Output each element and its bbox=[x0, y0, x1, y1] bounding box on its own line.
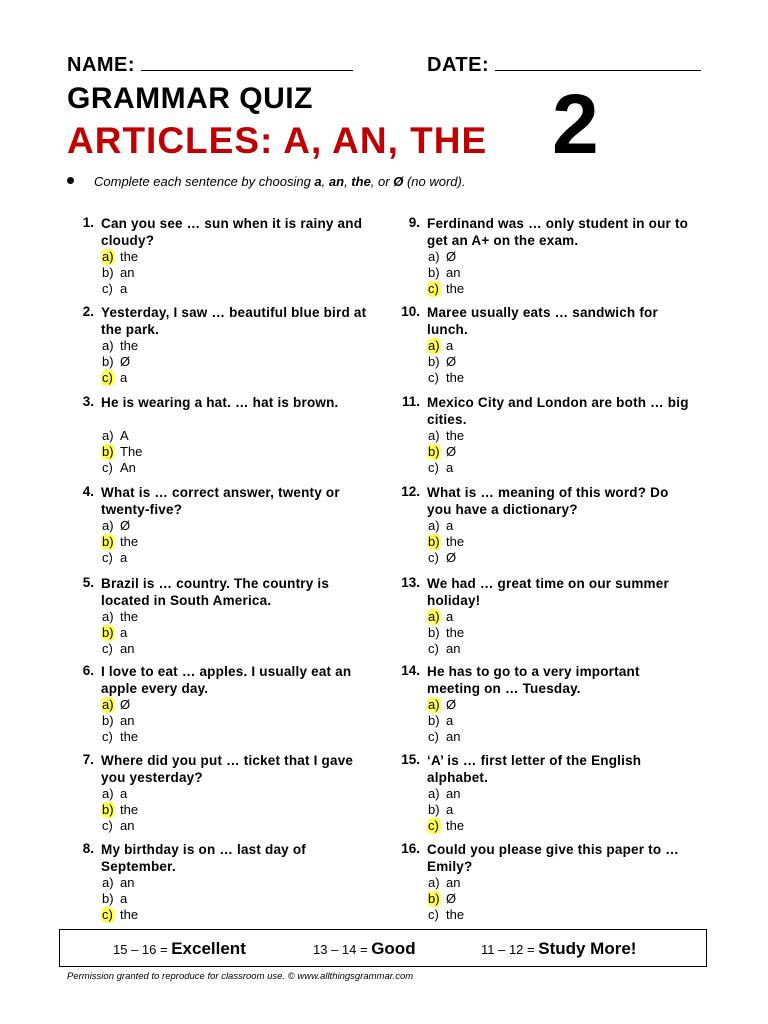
option-letter: b) bbox=[428, 534, 440, 549]
option-text: the bbox=[446, 534, 465, 549]
option-letter: b) bbox=[428, 625, 440, 640]
option-letter: a) bbox=[428, 249, 440, 264]
answer-option[interactable] bbox=[101, 609, 138, 625]
question-number: 13. bbox=[401, 575, 420, 590]
option-letter: c) bbox=[102, 460, 113, 475]
option-text: a bbox=[120, 550, 128, 565]
option-text: Ø bbox=[120, 518, 131, 533]
question-item bbox=[396, 575, 696, 659]
option-text: The bbox=[120, 444, 143, 459]
option-text: the bbox=[446, 818, 465, 833]
question-number: 6. bbox=[82, 663, 94, 678]
instruction-a: a bbox=[314, 174, 322, 189]
answer-option[interactable] bbox=[101, 281, 138, 297]
question-text: My birthday is on … last day of September. bbox=[101, 842, 306, 874]
question-text: Brazil is … country. The country is located in South America. bbox=[101, 576, 330, 608]
answer-options bbox=[101, 518, 138, 566]
question-item bbox=[396, 304, 696, 388]
option-text: a bbox=[446, 609, 454, 624]
option-letter: a) bbox=[102, 428, 114, 443]
answer-options bbox=[101, 249, 138, 297]
question-number: 14. bbox=[401, 663, 420, 678]
option-text: an bbox=[446, 875, 461, 890]
question-text: Could you please give this paper to … Emily? bbox=[427, 842, 679, 874]
option-letter: c) bbox=[101, 370, 115, 386]
option-text: the bbox=[120, 729, 139, 744]
option-text: Ø bbox=[120, 354, 131, 369]
name-blank-line[interactable] bbox=[141, 52, 353, 71]
question-item bbox=[70, 215, 370, 299]
answer-option[interactable] bbox=[427, 641, 464, 657]
option-text: Ø bbox=[446, 697, 457, 712]
answer-option[interactable] bbox=[101, 338, 138, 354]
answer-option[interactable] bbox=[427, 370, 464, 386]
answer-option[interactable] bbox=[101, 818, 138, 834]
option-text: a bbox=[120, 370, 128, 385]
option-text: an bbox=[120, 265, 135, 280]
answer-options bbox=[427, 786, 464, 834]
option-text: an bbox=[120, 818, 135, 833]
answer-option[interactable] bbox=[101, 802, 138, 818]
answer-options bbox=[101, 697, 138, 745]
option-text: the bbox=[446, 281, 465, 296]
quiz-number: 2 bbox=[552, 77, 599, 171]
answer-options bbox=[101, 875, 138, 923]
question-item bbox=[70, 304, 370, 388]
answer-option[interactable] bbox=[427, 818, 464, 834]
option-letter: a) bbox=[428, 875, 440, 890]
option-text: a bbox=[446, 713, 454, 728]
option-text: an bbox=[446, 786, 461, 801]
question-number: 4. bbox=[82, 484, 94, 499]
option-letter: b) bbox=[102, 802, 114, 817]
option-letter: b) bbox=[102, 713, 114, 728]
question-text: He is wearing a hat. … hat is brown. bbox=[101, 395, 339, 410]
option-letter: c) bbox=[102, 818, 113, 833]
option-letter: b) bbox=[428, 265, 440, 280]
option-letter: b) bbox=[102, 444, 114, 459]
answer-option[interactable] bbox=[101, 370, 138, 386]
instruction-an: an bbox=[328, 174, 345, 189]
option-text: a bbox=[120, 891, 128, 906]
answer-options bbox=[427, 338, 464, 386]
option-letter: c) bbox=[428, 907, 439, 922]
answer-option[interactable] bbox=[101, 249, 138, 265]
answer-option[interactable] bbox=[101, 550, 138, 566]
question-number: 5. bbox=[82, 575, 94, 590]
option-letter: b) bbox=[102, 891, 114, 906]
question-item bbox=[70, 663, 370, 747]
option-letter: a) bbox=[428, 428, 440, 443]
score-study-more bbox=[481, 939, 636, 959]
option-text: a bbox=[446, 518, 454, 533]
answer-options bbox=[101, 428, 142, 476]
question-number: 15. bbox=[401, 752, 420, 767]
answer-option[interactable] bbox=[427, 625, 464, 641]
question-number: 8. bbox=[82, 841, 94, 856]
option-text: a bbox=[446, 802, 454, 817]
question-item bbox=[396, 215, 696, 299]
question-text: Can you see … sun when it is rainy and cloudy? bbox=[101, 216, 363, 248]
quiz-subtitle: ARTICLES: A, AN, THE bbox=[67, 120, 488, 161]
option-letter: b) bbox=[428, 713, 440, 728]
answer-option[interactable] bbox=[101, 444, 142, 460]
option-letter: c) bbox=[102, 281, 113, 296]
option-text: an bbox=[120, 875, 135, 890]
score-range: 13 – 14 = bbox=[313, 942, 372, 957]
option-text: Ø bbox=[446, 354, 457, 369]
option-letter: c) bbox=[102, 550, 113, 565]
question-number: 3. bbox=[82, 394, 94, 409]
question-number: 2. bbox=[82, 304, 94, 319]
option-letter: c) bbox=[102, 729, 113, 744]
option-letter: c) bbox=[102, 641, 113, 656]
instruction-the: the bbox=[351, 174, 371, 189]
question-item bbox=[70, 484, 370, 568]
question-number: 7. bbox=[82, 752, 94, 767]
quiz-title: GRAMMAR QUIZ bbox=[67, 82, 313, 115]
date-field bbox=[427, 52, 701, 77]
name-field bbox=[67, 52, 353, 77]
option-text: an bbox=[120, 713, 135, 728]
score-excellent bbox=[113, 939, 246, 959]
score-word: Excellent bbox=[171, 939, 246, 958]
answer-option[interactable] bbox=[427, 802, 464, 818]
option-text: Ø bbox=[446, 891, 457, 906]
question-text: Yesterday, I saw … beautiful blue bird at the park. bbox=[101, 305, 367, 337]
instruction-part2: (no word). bbox=[403, 174, 466, 189]
question-item bbox=[70, 752, 370, 836]
option-letter: b) bbox=[428, 354, 440, 369]
option-text: Ø bbox=[446, 249, 457, 264]
option-text: a bbox=[120, 625, 128, 640]
question-item bbox=[396, 394, 696, 478]
answer-option[interactable] bbox=[427, 338, 464, 354]
answer-option[interactable] bbox=[101, 907, 138, 923]
question-text: Maree usually eats … sandwich for lunch. bbox=[427, 305, 658, 337]
answer-option[interactable] bbox=[101, 729, 138, 745]
option-text: Ø bbox=[446, 550, 457, 565]
option-letter: c) bbox=[428, 370, 439, 385]
question-number: 10. bbox=[401, 304, 420, 319]
option-letter: a) bbox=[428, 518, 440, 533]
answer-option[interactable] bbox=[101, 265, 138, 281]
answer-option[interactable] bbox=[427, 875, 464, 891]
question-item bbox=[396, 841, 696, 925]
score-word: Study More! bbox=[538, 939, 637, 958]
answer-option[interactable] bbox=[101, 428, 142, 444]
question-text: Where did you put … ticket that I gave you yesterday? bbox=[101, 753, 354, 785]
score-word: Good bbox=[371, 939, 416, 958]
question-item bbox=[396, 663, 696, 747]
option-letter: c) bbox=[428, 460, 439, 475]
answer-option[interactable] bbox=[427, 697, 460, 713]
question-number: 12. bbox=[401, 484, 420, 499]
option-letter: a) bbox=[102, 338, 114, 353]
question-item bbox=[70, 575, 370, 659]
option-text: the bbox=[120, 338, 139, 353]
question-item bbox=[396, 752, 696, 836]
answer-options bbox=[427, 428, 464, 476]
question-text: ‘A’ is … first letter of the English alphabet. bbox=[427, 753, 642, 785]
option-letter: a) bbox=[428, 609, 440, 624]
answer-option[interactable] bbox=[427, 444, 464, 460]
option-letter: c) bbox=[428, 729, 439, 744]
instruction-none: Ø bbox=[393, 174, 404, 189]
option-text: the bbox=[120, 609, 139, 624]
question-text: Mexico City and London are both … big cities. bbox=[427, 395, 689, 427]
answer-option[interactable] bbox=[427, 460, 464, 476]
option-text: an bbox=[446, 265, 461, 280]
option-text: the bbox=[446, 370, 465, 385]
option-text: A bbox=[120, 428, 129, 443]
option-letter: c) bbox=[427, 818, 441, 834]
question-text: What is … meaning of this word? Do you have a dictionary? bbox=[427, 485, 669, 517]
option-letter: b) bbox=[102, 354, 114, 369]
option-letter: b) bbox=[102, 625, 114, 640]
option-letter: a) bbox=[428, 786, 440, 801]
permission-footer: Permission granted to reproduce for classroom use. © www.allthingsgrammar.com bbox=[67, 971, 414, 982]
option-letter: b) bbox=[428, 891, 440, 906]
answer-option[interactable] bbox=[101, 891, 138, 907]
answer-option[interactable] bbox=[427, 281, 464, 297]
option-text: a bbox=[120, 786, 128, 801]
question-item bbox=[70, 841, 370, 925]
option-letter: b) bbox=[428, 444, 440, 459]
question-number: 11. bbox=[401, 394, 420, 409]
name-label: NAME: bbox=[67, 54, 136, 76]
answer-option[interactable] bbox=[427, 609, 464, 625]
option-letter: c) bbox=[427, 281, 441, 297]
answer-options bbox=[101, 338, 138, 386]
option-letter: a) bbox=[428, 338, 440, 353]
option-text: Ø bbox=[120, 697, 131, 712]
option-text: a bbox=[120, 281, 128, 296]
option-letter: a) bbox=[428, 697, 440, 712]
option-text: a bbox=[446, 338, 454, 353]
answer-option[interactable] bbox=[101, 697, 138, 713]
answer-option[interactable] bbox=[101, 875, 138, 891]
question-text: Ferdinand was … only student in our to get an A+ on the exam. bbox=[427, 216, 689, 248]
answer-option[interactable] bbox=[427, 907, 464, 923]
answer-options bbox=[427, 518, 464, 566]
date-blank-line[interactable] bbox=[495, 52, 701, 71]
option-text: an bbox=[446, 729, 461, 744]
instruction-sep: , bbox=[344, 174, 352, 189]
answer-options bbox=[101, 609, 138, 657]
question-text: He has to go to a very important meeting on … Tuesday. bbox=[427, 664, 640, 696]
option-text: Ø bbox=[446, 444, 457, 459]
option-letter: a) bbox=[102, 875, 114, 890]
option-text: the bbox=[446, 907, 465, 922]
option-text: the bbox=[120, 249, 139, 264]
instruction-sep: , bbox=[321, 174, 329, 189]
answer-options bbox=[427, 875, 464, 923]
question-item bbox=[396, 484, 696, 568]
question-item bbox=[70, 394, 370, 478]
option-text: an bbox=[120, 641, 135, 656]
question-text: We had … great time on our summer holiday! bbox=[427, 576, 669, 608]
option-text: an bbox=[446, 641, 461, 656]
answer-option[interactable] bbox=[427, 891, 464, 907]
option-letter: b) bbox=[428, 802, 440, 817]
option-letter: a) bbox=[102, 697, 114, 712]
instruction bbox=[67, 174, 465, 189]
question-text: I love to eat … apples. I usually eat an apple every day. bbox=[101, 664, 352, 696]
question-number: 1. bbox=[82, 215, 94, 230]
option-text: a bbox=[446, 460, 454, 475]
option-letter: b) bbox=[102, 265, 114, 280]
instruction-part1: Complete each sentence by choosing bbox=[94, 174, 315, 189]
option-text: the bbox=[120, 802, 139, 817]
option-text: the bbox=[120, 534, 139, 549]
option-letter: c) bbox=[428, 641, 439, 656]
answer-option[interactable] bbox=[427, 518, 464, 534]
answer-option[interactable] bbox=[427, 428, 464, 444]
answer-options bbox=[101, 786, 138, 834]
bullet-icon bbox=[67, 177, 74, 184]
answer-option[interactable] bbox=[427, 354, 464, 370]
answer-option[interactable] bbox=[101, 534, 138, 550]
option-text: the bbox=[446, 625, 465, 640]
answer-option[interactable] bbox=[427, 534, 464, 550]
answer-options bbox=[427, 249, 464, 297]
option-letter: a) bbox=[102, 786, 114, 801]
answer-option[interactable] bbox=[427, 265, 464, 281]
answer-option[interactable] bbox=[427, 786, 464, 802]
option-text: An bbox=[120, 460, 136, 475]
answer-options bbox=[427, 609, 464, 657]
option-letter: c) bbox=[101, 907, 115, 923]
date-label: DATE: bbox=[427, 54, 490, 76]
answer-options bbox=[427, 697, 460, 745]
option-letter: a) bbox=[102, 518, 114, 533]
answer-option[interactable] bbox=[101, 641, 138, 657]
option-text: the bbox=[446, 428, 465, 443]
score-box bbox=[59, 929, 707, 967]
answer-option[interactable] bbox=[427, 249, 464, 265]
question-number: 16. bbox=[401, 841, 420, 856]
question-number: 9. bbox=[408, 215, 420, 230]
option-letter: a) bbox=[102, 249, 114, 264]
score-good bbox=[313, 939, 416, 959]
option-letter: b) bbox=[102, 534, 114, 549]
score-range: 15 – 16 = bbox=[113, 942, 172, 957]
answer-option[interactable] bbox=[101, 713, 138, 729]
answer-option[interactable] bbox=[101, 354, 138, 370]
question-text: What is … correct answer, twenty or twenty-five? bbox=[101, 485, 340, 517]
answer-option[interactable] bbox=[427, 713, 460, 729]
answer-option[interactable] bbox=[427, 550, 464, 566]
answer-option[interactable] bbox=[427, 729, 460, 745]
answer-option[interactable] bbox=[101, 786, 138, 802]
instruction-sep: , or bbox=[370, 174, 394, 189]
option-letter: a) bbox=[102, 609, 114, 624]
option-text: the bbox=[120, 907, 139, 922]
answer-option[interactable] bbox=[101, 518, 138, 534]
answer-option[interactable] bbox=[101, 460, 142, 476]
option-letter: c) bbox=[428, 550, 439, 565]
score-range: 11 – 12 = bbox=[481, 942, 539, 957]
answer-option[interactable] bbox=[101, 625, 138, 641]
